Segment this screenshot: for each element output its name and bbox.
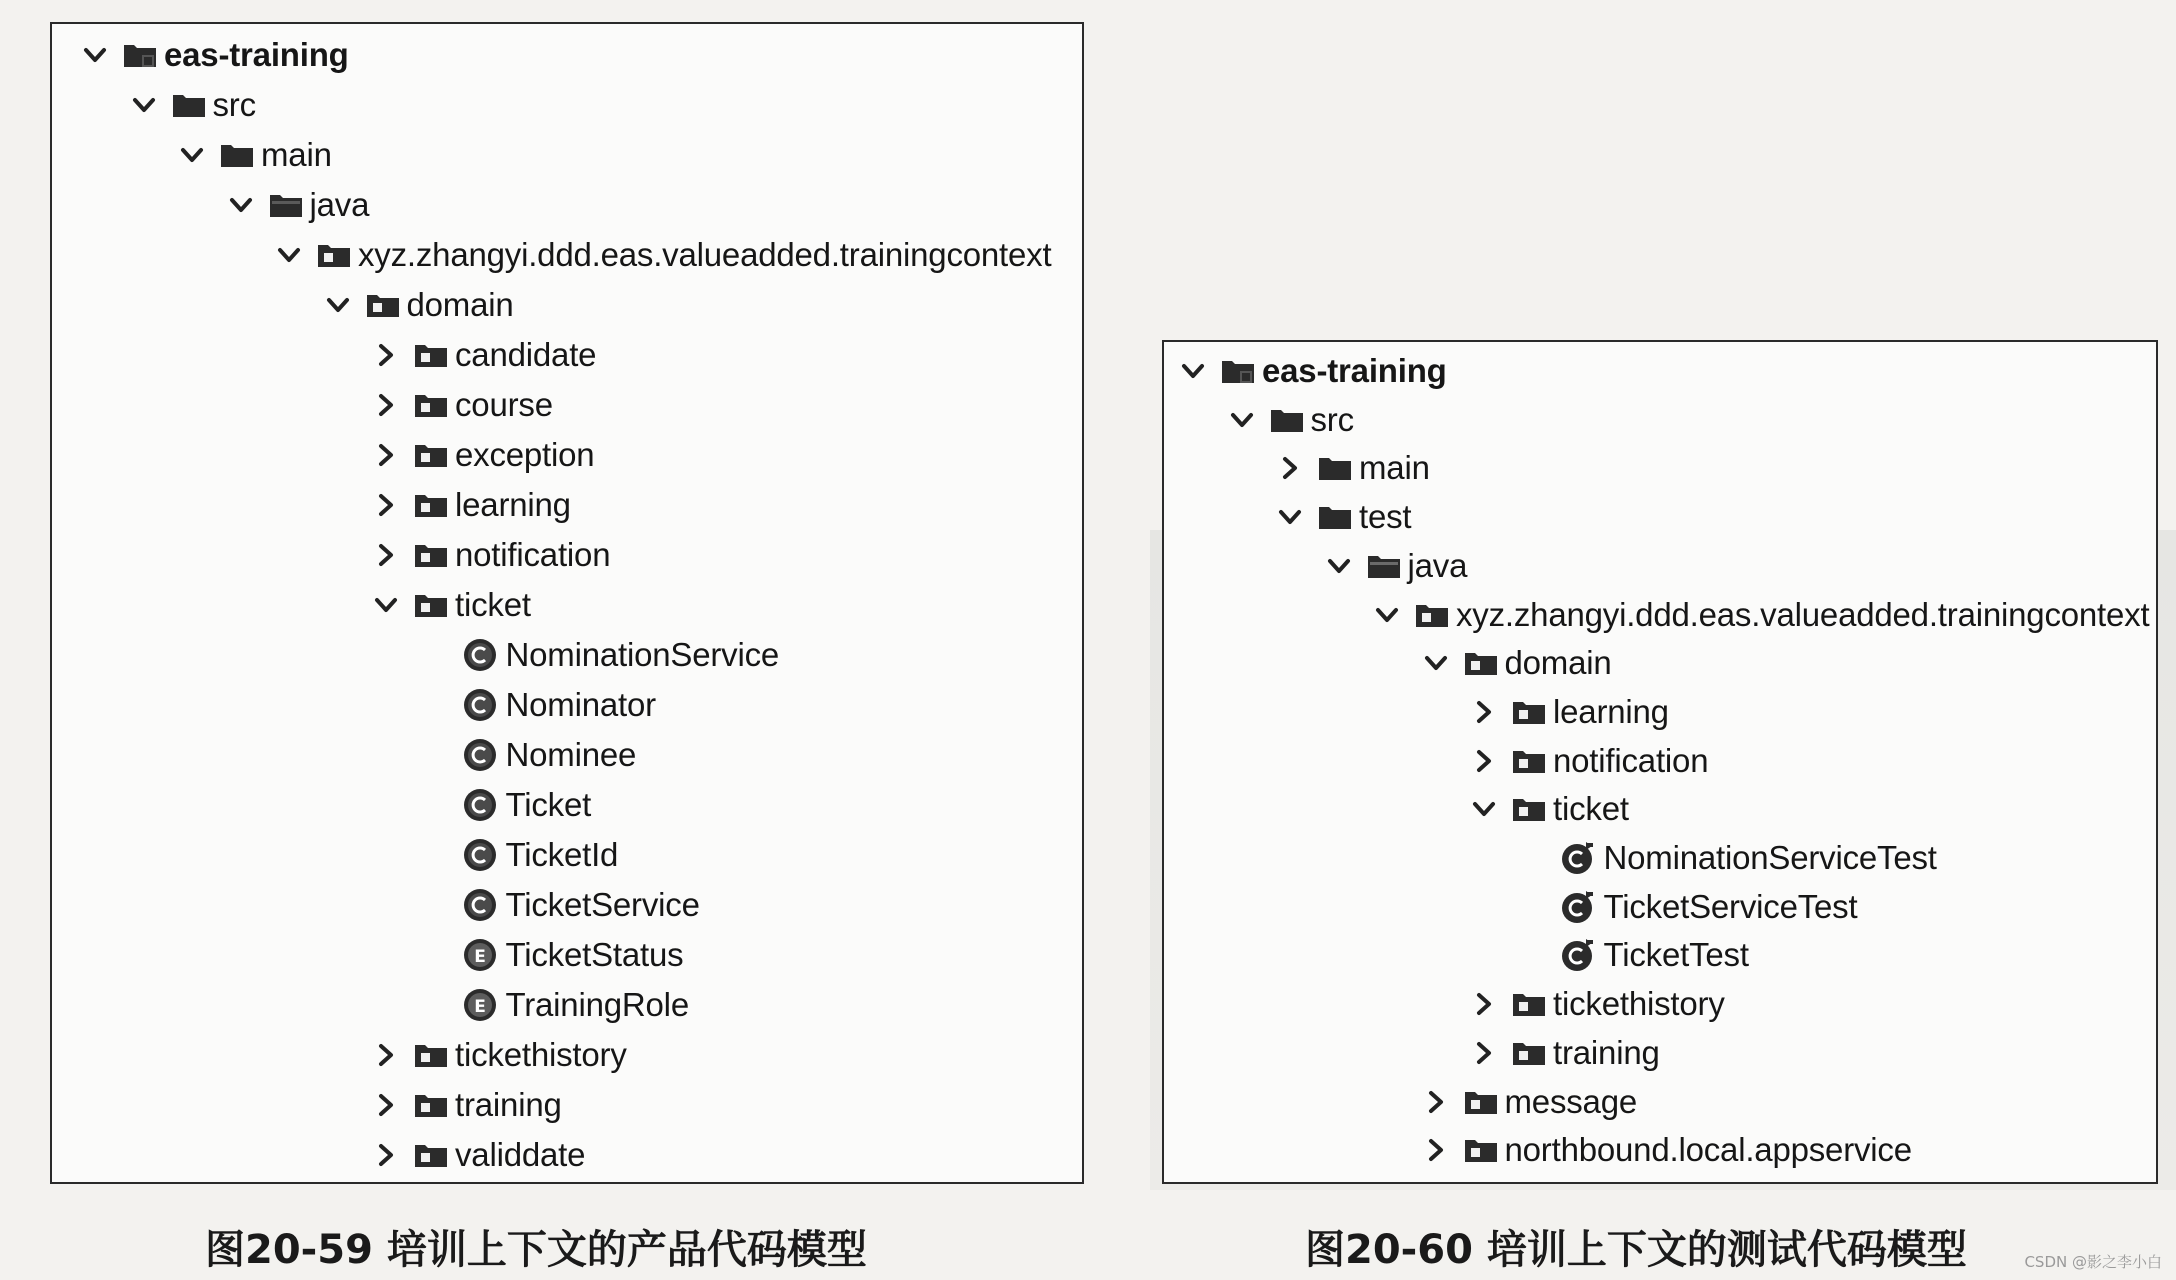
package-folder-icon	[413, 391, 449, 419]
tree-node-message[interactable]	[1419, 1077, 1638, 1127]
package-folder-icon	[413, 1091, 449, 1119]
tree-node-tickettest[interactable]	[1516, 930, 1749, 980]
package-folder-icon	[413, 591, 449, 619]
tree-node-label: learning	[455, 486, 571, 523]
chevron-right-icon[interactable]	[1419, 1085, 1453, 1119]
tree-node-notification[interactable]	[369, 530, 610, 580]
tree-node-label: main	[1359, 449, 1430, 487]
package-folder-icon	[1511, 990, 1547, 1018]
tree-node-eas-training[interactable]	[78, 30, 349, 80]
folder-icon	[171, 91, 207, 119]
tree-node-label: learning	[1553, 692, 1669, 730]
folder-icon	[1317, 503, 1353, 531]
tree-node-label: xyz.zhangyi.ddd.eas.valueadded.trainingcontext	[1456, 595, 2150, 633]
tree-node-label: notification	[1553, 741, 1709, 779]
tree-node-label: training	[455, 1086, 562, 1123]
tree-node-label: main	[261, 136, 332, 173]
tree-node-ticketservicetest[interactable]	[1516, 882, 1858, 932]
java-class-icon	[462, 837, 498, 873]
package-folder-icon	[1463, 1136, 1499, 1164]
figure-caption-left: 图20-59 培训上下文的产品代码模型	[205, 1227, 867, 1273]
chevron-right-icon[interactable]	[369, 388, 403, 422]
tree-spacer	[1516, 841, 1550, 875]
java-class-icon	[462, 787, 498, 823]
tree-node-label: Nominee	[505, 736, 637, 773]
chevron-right-icon[interactable]	[369, 538, 403, 572]
figure-caption-right: 图20-60 培训上下文的测试代码模型	[1305, 1227, 1967, 1273]
chevron-right-icon[interactable]	[369, 438, 403, 472]
tree-node-learning[interactable]	[369, 480, 571, 530]
tree-spacer	[1516, 938, 1550, 972]
tree-node-label: Nominator	[505, 686, 656, 723]
tree-node-src[interactable]	[1225, 395, 1354, 445]
tree-node-xyz-zhangyi-ddd-eas-valueadded-trainingcontext[interactable]	[272, 230, 1051, 280]
java-enum-icon	[462, 987, 498, 1023]
tree-node-validdate[interactable]	[369, 1130, 585, 1180]
chevron-down-icon[interactable]	[1370, 598, 1404, 632]
tree-node-label: northbound.local.appservice	[1504, 1131, 1912, 1169]
tree-node-label: tickethistory	[455, 1036, 627, 1073]
tree-node-exception[interactable]	[369, 430, 594, 480]
project-tree-panel-main	[50, 22, 1084, 1184]
package-folder-icon	[1511, 795, 1547, 823]
tree-spacer	[418, 988, 452, 1022]
chevron-right-icon[interactable]	[369, 1138, 403, 1172]
tree-node-training[interactable]	[369, 1080, 562, 1130]
package-folder-icon	[1463, 649, 1499, 677]
chevron-right-icon[interactable]	[1419, 1133, 1453, 1167]
tree-node-label: xyz.zhangyi.ddd.eas.valueadded.trainingcontext	[358, 236, 1052, 273]
tree-node-label: java	[309, 186, 370, 223]
tree-node-label: NominationService	[505, 636, 780, 673]
module-folder-icon	[122, 41, 158, 69]
chevron-down-icon[interactable]	[1467, 792, 1501, 826]
tree-node-main[interactable]	[1273, 443, 1430, 493]
package-folder-icon	[1511, 1039, 1547, 1067]
package-folder-icon	[413, 491, 449, 519]
java-class-icon	[462, 737, 498, 773]
package-folder-icon	[413, 441, 449, 469]
tree-node-trainingrole[interactable]	[418, 980, 689, 1030]
chevron-down-icon[interactable]	[321, 288, 355, 322]
tree-node-test[interactable]	[1273, 492, 1411, 542]
chevron-right-icon[interactable]	[1467, 744, 1501, 778]
package-folder-icon	[413, 1041, 449, 1069]
tree-node-nominationservicetest[interactable]	[1516, 833, 1937, 883]
watermark: CSDN @影之李小白	[2024, 1253, 2162, 1271]
tree-node-label: NominationServiceTest	[1603, 839, 1937, 876]
tree-node-label: domain	[1504, 644, 1612, 682]
tree-node-xyz-zhangyi-ddd-eas-valueadded-trainingcontext[interactable]	[1370, 590, 2149, 640]
folder-icon	[1317, 454, 1353, 482]
svg-text:E: E	[473, 947, 486, 967]
tree-node-label: TicketService	[505, 886, 700, 923]
tree-node-training[interactable]	[1467, 1028, 1660, 1078]
tree-node-candidate[interactable]	[369, 330, 596, 380]
test-folder-icon	[1366, 552, 1402, 580]
tree-spacer	[418, 938, 452, 972]
chevron-right-icon[interactable]	[1467, 695, 1501, 729]
chevron-down-icon[interactable]	[1419, 646, 1453, 680]
tree-node-java[interactable]	[224, 180, 370, 230]
tree-node-java[interactable]	[1322, 541, 1468, 591]
chevron-down-icon[interactable]	[127, 88, 161, 122]
tree-node-label: src	[1310, 400, 1354, 438]
java-class-icon	[462, 887, 498, 923]
tree-node-course[interactable]	[369, 380, 553, 430]
tree-node-ticketstatus[interactable]	[418, 930, 684, 980]
chevron-right-icon[interactable]	[1467, 1036, 1501, 1070]
tree-node-label: message	[1504, 1082, 1638, 1120]
tree-node-label: TrainingRole	[505, 986, 689, 1023]
package-folder-icon	[413, 341, 449, 369]
package-folder-icon	[1414, 601, 1450, 629]
tree-node-domain[interactable]	[1419, 638, 1612, 688]
tree-spacer	[1516, 890, 1550, 924]
tree-spacer	[418, 838, 452, 872]
tree-node-nominator[interactable]	[418, 680, 656, 730]
java-class-icon	[462, 687, 498, 723]
tree-node-label: src	[212, 86, 256, 123]
tree-node-label: eas-training	[164, 36, 349, 73]
tree-node-label: Ticket	[505, 786, 592, 823]
chevron-down-icon[interactable]	[175, 138, 209, 172]
tree-node-label: validdate	[455, 1136, 586, 1173]
tree-node-label: test	[1359, 498, 1412, 536]
tree-spacer	[418, 788, 452, 822]
tree-node-label: TicketTest	[1603, 936, 1749, 974]
project-tree-panel-test	[1162, 340, 2158, 1184]
folder-icon	[219, 141, 255, 169]
chevron-right-icon[interactable]	[369, 1088, 403, 1122]
tree-node-domain[interactable]	[321, 280, 514, 330]
chevron-down-icon[interactable]	[1176, 354, 1210, 388]
package-folder-icon	[316, 241, 352, 269]
tree-spacer	[418, 638, 452, 672]
tree-node-ticket[interactable]	[369, 580, 531, 630]
chevron-right-icon[interactable]	[1467, 987, 1501, 1021]
chevron-right-icon[interactable]	[369, 488, 403, 522]
svg-text:E: E	[473, 997, 486, 1017]
package-folder-icon	[1511, 698, 1547, 726]
package-folder-icon	[413, 1141, 449, 1169]
java-class-icon	[462, 637, 498, 673]
tree-node-learning[interactable]	[1467, 687, 1669, 737]
folder-icon	[1269, 406, 1305, 434]
chevron-down-icon[interactable]	[1273, 500, 1307, 534]
module-folder-icon	[1220, 357, 1256, 385]
package-folder-icon	[413, 541, 449, 569]
chevron-down-icon[interactable]	[224, 188, 258, 222]
tree-node-tickethistory[interactable]	[369, 1030, 627, 1080]
tree-node-label: tickethistory	[1553, 985, 1725, 1023]
chevron-down-icon[interactable]	[1225, 403, 1259, 437]
tree-node-tickethistory[interactable]	[1467, 979, 1725, 1029]
tree-spacer	[418, 888, 452, 922]
tree-node-nominationservice[interactable]	[418, 630, 780, 680]
java-enum-icon	[462, 937, 498, 973]
chevron-down-icon[interactable]	[78, 38, 112, 72]
tree-spacer	[418, 688, 452, 722]
tree-node-label: TicketServiceTest	[1603, 887, 1858, 925]
tree-node-label: ticket	[455, 586, 531, 623]
tree-node-label: candidate	[455, 336, 597, 373]
tree-node-ticketservice[interactable]	[418, 880, 700, 930]
tree-node-label: TicketId	[505, 836, 619, 873]
tree-node-ticket[interactable]	[1467, 784, 1629, 834]
tree-node-label: notification	[455, 536, 611, 573]
source-folder-icon	[268, 191, 304, 219]
test-class-icon	[1560, 937, 1596, 973]
tree-node-label: java	[1407, 546, 1468, 584]
package-folder-icon	[1511, 747, 1547, 775]
tree-node-northbound-local-appservice[interactable]	[1419, 1125, 1912, 1175]
tree-node-label: training	[1553, 1033, 1660, 1071]
test-class-icon	[1560, 889, 1596, 925]
test-class-icon	[1560, 840, 1596, 876]
package-folder-icon	[1463, 1088, 1499, 1116]
tree-node-label: TicketStatus	[505, 936, 684, 973]
tree-node-label: ticket	[1553, 790, 1629, 828]
tree-node-nominee[interactable]	[418, 730, 637, 780]
tree-node-ticketid[interactable]	[418, 830, 619, 880]
tree-node-main[interactable]	[175, 130, 332, 180]
tree-node-notification[interactable]	[1467, 736, 1708, 786]
tree-node-label: domain	[406, 286, 514, 323]
tree-node-eas-training[interactable]	[1176, 346, 1447, 396]
tree-node-src[interactable]	[127, 80, 256, 130]
chevron-right-icon[interactable]	[369, 338, 403, 372]
chevron-right-icon[interactable]	[369, 1038, 403, 1072]
tree-node-label: exception	[455, 436, 595, 473]
package-folder-icon	[365, 291, 401, 319]
chevron-right-icon[interactable]	[1273, 451, 1307, 485]
chevron-down-icon[interactable]	[1322, 549, 1356, 583]
chevron-down-icon[interactable]	[272, 238, 306, 272]
tree-node-label: course	[455, 386, 553, 423]
tree-node-label: eas-training	[1262, 352, 1447, 389]
tree-node-ticket[interactable]	[418, 780, 592, 830]
tree-spacer	[418, 738, 452, 772]
chevron-down-icon[interactable]	[369, 588, 403, 622]
